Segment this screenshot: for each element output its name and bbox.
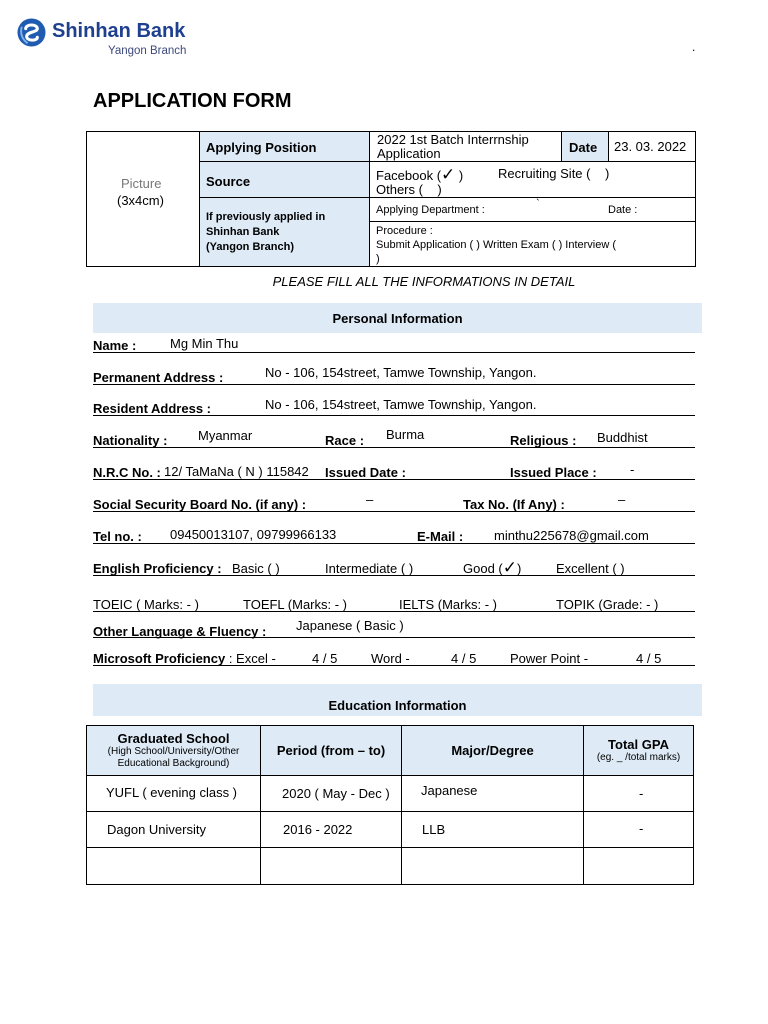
nationality-underline <box>93 447 695 448</box>
issued-place-value[interactable]: - <box>630 462 635 477</box>
table-row-2-major[interactable] <box>401 811 584 848</box>
previously-applied-cell <box>199 197 370 267</box>
nrc-label: N.R.C No. : <box>93 465 161 480</box>
school-subheader-1: (High School/University/Other <box>107 746 240 757</box>
date-label-cell <box>561 131 609 162</box>
tax-label: Tax No. (If Any) : <box>463 497 565 512</box>
excel-value[interactable]: 4 / 5 <box>312 651 338 666</box>
applying-position-value-2: Application <box>377 146 441 161</box>
applying-position-label-cell <box>199 131 370 162</box>
previously-applied-line-2: Shinhan Bank <box>206 226 280 238</box>
personal-info-header <box>93 303 702 333</box>
source-facebook-close: ) <box>458 168 464 183</box>
applying-department-label: Applying Department : <box>376 204 485 216</box>
table-cell: YUFL ( evening class ) <box>106 785 238 800</box>
department-date-label: Date : <box>608 204 638 216</box>
ielts-field[interactable]: IELTS (Marks: - ) <box>399 597 497 612</box>
table-cell: Japanese <box>421 783 478 798</box>
ssb-underline <box>93 511 695 512</box>
source-recruiting-label: Recruiting Site ( <box>498 166 591 181</box>
nationality-label: Nationality : <box>93 433 168 448</box>
race-value[interactable]: Burma <box>386 427 425 442</box>
table-cell: 2020 ( May - Dec ) <box>282 786 390 801</box>
top-info-table <box>86 131 696 267</box>
picture-cell[interactable] <box>86 131 200 267</box>
powerpoint-value[interactable]: 4 / 5 <box>636 651 662 666</box>
applying-department-cell[interactable] <box>369 197 696 222</box>
applying-position-value-1: 2022 1st Batch Interrnship <box>377 132 529 147</box>
email-label: E-Mail : <box>417 529 464 544</box>
source-others[interactable] <box>376 182 442 197</box>
applying-department-mark: ` <box>536 198 540 210</box>
applying-position-value-cell[interactable] <box>369 131 562 162</box>
facebook-check-icon: ✓ <box>441 165 456 184</box>
table-cell: - <box>639 786 644 801</box>
table-row-1-period[interactable] <box>260 775 402 812</box>
applying-position-label: Applying Position <box>206 140 317 155</box>
period-header: Period (from – to) <box>276 743 386 758</box>
nationality-value[interactable]: Myanmar <box>198 428 253 443</box>
school-header: Graduated School <box>117 731 230 746</box>
table-cell: LLB <box>422 822 446 837</box>
english-label: English Proficiency : <box>93 561 222 576</box>
toefl-field[interactable]: TOEFL (Marks: - ) <box>243 597 347 612</box>
english-excellent-option[interactable]: Excellent ( ) <box>556 561 625 576</box>
table-row-1-gpa[interactable] <box>583 775 694 812</box>
picture-label: Picture <box>121 176 162 191</box>
tests-underline <box>93 611 695 612</box>
microsoft-underline <box>93 665 695 666</box>
table-row-2-period[interactable] <box>260 811 402 848</box>
tel-label: Tel no. : <box>93 529 142 544</box>
table-row-3-school[interactable] <box>86 847 261 885</box>
period-header-cell <box>260 725 402 776</box>
race-label: Race : <box>325 433 365 448</box>
source-label: Source <box>206 174 251 189</box>
education-info-header <box>93 684 702 716</box>
ssb-value[interactable]: – <box>366 492 374 507</box>
source-recruiting[interactable] <box>498 166 609 181</box>
other-language-underline <box>93 637 695 638</box>
permanent-address-label: Permanent Address : <box>93 370 224 385</box>
table-row-1-school[interactable] <box>86 775 261 812</box>
gpa-header-cell <box>583 725 694 776</box>
header-dot: . <box>692 40 696 54</box>
english-underline <box>93 575 695 576</box>
personal-info-title: Personal Information <box>332 311 463 326</box>
nrc-value[interactable]: 12/ TaMaNa ( N ) 115842 <box>164 464 309 479</box>
toeic-field[interactable]: TOEIC ( Marks: - ) <box>93 597 199 612</box>
issued-place-label: Issued Place : <box>510 465 597 480</box>
resident-address-value[interactable]: No - 106, 154street, Tamwe Township, Yangon. <box>265 397 537 412</box>
resident-address-underline <box>93 415 695 416</box>
previously-applied-line-1: If previously applied in <box>206 211 326 223</box>
table-cell: - <box>639 821 644 836</box>
major-header-cell <box>401 725 584 776</box>
source-label-cell <box>199 161 370 198</box>
shinhan-logo-icon <box>17 18 46 47</box>
education-info-title: Education Information <box>328 698 467 713</box>
picture-size: (3x4cm) <box>117 193 164 208</box>
gpa-header: Total GPA <box>608 737 669 752</box>
previously-applied-line-3: (Yangon Branch) <box>206 241 295 253</box>
education-table <box>86 725 694 885</box>
resident-address-label: Resident Address : <box>93 401 211 416</box>
procedure-label: Procedure : <box>376 225 433 237</box>
microsoft-row <box>93 651 276 666</box>
table-row-2-school[interactable] <box>86 811 261 848</box>
powerpoint-label: Power Point - <box>510 651 589 666</box>
religious-value[interactable]: Buddhist <box>597 430 648 445</box>
word-value[interactable]: 4 / 5 <box>451 651 477 666</box>
table-row-1-major[interactable] <box>401 775 584 812</box>
form-title: APPLICATION FORM <box>93 90 292 112</box>
table-cell: 2016 - 2022 <box>283 822 353 837</box>
school-header-cell <box>86 725 261 776</box>
table-cell: Dagon University <box>107 822 206 837</box>
permanent-address-underline <box>93 384 695 385</box>
bank-name: Shinhan Bank <box>52 20 186 42</box>
branch-name: Yangon Branch <box>108 45 187 57</box>
excel-label: : Excel - <box>228 651 276 666</box>
english-basic-option[interactable]: Basic ( ) <box>232 561 280 576</box>
date-value-cell[interactable] <box>608 131 696 162</box>
ssb-label: Social Security Board No. (if any) : <box>93 497 307 512</box>
date-value: 23. 03. 2022 <box>614 139 687 154</box>
table-row-3-period[interactable] <box>260 847 402 885</box>
source-others-label: Others ( <box>376 182 423 197</box>
date-label: Date <box>569 140 598 155</box>
topik-field[interactable]: TOPIK (Grade: - ) <box>556 597 659 612</box>
english-good-label: Good ( <box>463 561 503 576</box>
name-value[interactable]: Mg Min Thu <box>170 336 239 351</box>
religious-label: Religious : <box>510 433 577 448</box>
english-intermediate-option[interactable]: Intermediate ( ) <box>325 561 414 576</box>
school-subheader-2: Educational Background) <box>117 758 230 769</box>
other-language-label: Other Language & Fluency : <box>93 624 267 639</box>
name-label: Name : <box>93 338 137 353</box>
nrc-underline <box>93 479 695 480</box>
tel-value[interactable]: 09450013107, 09799966133 <box>170 527 337 542</box>
name-underline <box>93 352 695 353</box>
english-good-close: ) <box>517 561 522 576</box>
source-recruiting-close: ) <box>604 166 610 181</box>
tax-value[interactable]: – <box>618 492 626 507</box>
gpa-subheader: (eg. _ /total marks) <box>596 752 681 763</box>
microsoft-label: Microsoft Proficiency <box>93 651 226 666</box>
permanent-address-value[interactable]: No - 106, 154street, Tamwe Township, Yangon. <box>265 365 537 380</box>
source-facebook-label: Facebook ( <box>376 168 442 183</box>
email-value[interactable]: minthu225678@gmail.com <box>494 528 649 543</box>
procedure-steps: Submit Application ( ) Written Exam ( ) Interview ( <box>376 239 617 251</box>
tel-underline <box>93 543 695 544</box>
major-header: Major/Degree <box>451 743 534 758</box>
table-row-2-gpa[interactable] <box>583 811 694 848</box>
table-row-3-gpa[interactable] <box>583 847 694 885</box>
fill-notice: PLEASE FILL ALL THE INFORMATIONS IN DETAIL <box>272 274 576 289</box>
good-check-icon: ✓ <box>502 558 517 577</box>
word-label: Word - <box>371 651 410 666</box>
other-language-value[interactable]: Japanese ( Basic ) <box>296 618 404 633</box>
table-row-3-major[interactable] <box>401 847 584 885</box>
source-value-cell <box>369 161 696 198</box>
issued-date-label: Issued Date : <box>325 465 406 480</box>
source-others-close: ) <box>437 182 442 197</box>
procedure-cell[interactable] <box>369 221 696 267</box>
procedure-close: ) <box>376 253 380 265</box>
